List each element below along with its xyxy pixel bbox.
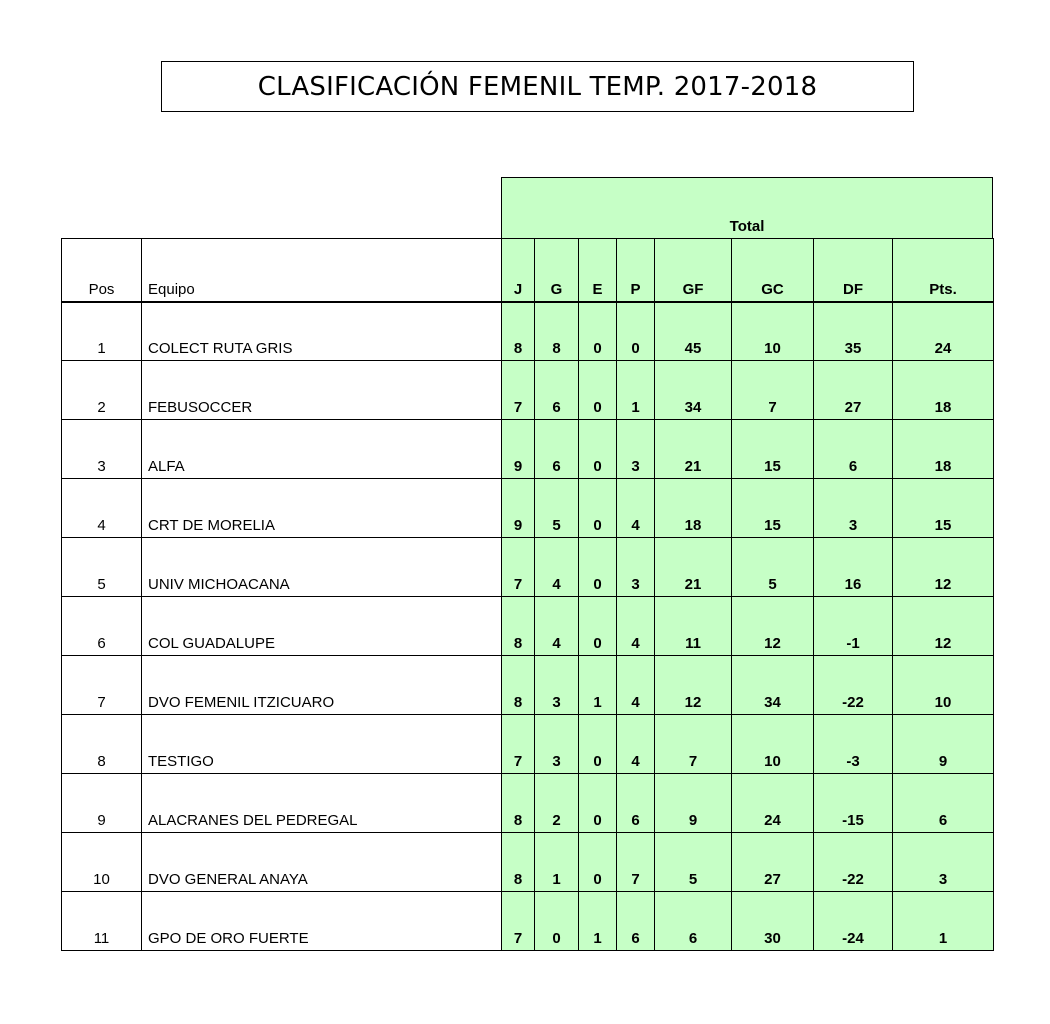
cell-e: 1	[579, 892, 617, 951]
header-team: Equipo	[142, 239, 502, 302]
cell-gf: 11	[655, 597, 732, 656]
cell-j: 8	[502, 774, 535, 833]
cell-pts: 18	[893, 420, 994, 479]
cell-e: 0	[579, 361, 617, 420]
header-row	[62, 239, 994, 302]
cell-pos: 4	[62, 479, 142, 538]
cell-gc: 7	[732, 361, 814, 420]
cell-df: 35	[814, 302, 893, 361]
table-row	[62, 538, 994, 597]
cell-team: ALFA	[142, 420, 502, 479]
cell-e: 0	[579, 774, 617, 833]
cell-pts: 24	[893, 302, 994, 361]
cell-team: GPO DE ORO FUERTE	[142, 892, 502, 951]
table-row	[62, 833, 994, 892]
cell-pos: 7	[62, 656, 142, 715]
cell-p: 4	[617, 656, 655, 715]
cell-e: 0	[579, 715, 617, 774]
cell-j: 8	[502, 833, 535, 892]
cell-pts: 12	[893, 538, 994, 597]
header-j: J	[502, 239, 535, 302]
cell-pos: 11	[62, 892, 142, 951]
cell-p: 6	[617, 774, 655, 833]
cell-pos: 6	[62, 597, 142, 656]
cell-p: 3	[617, 538, 655, 597]
cell-p: 4	[617, 715, 655, 774]
cell-gc: 24	[732, 774, 814, 833]
cell-gc: 34	[732, 656, 814, 715]
cell-gf: 18	[655, 479, 732, 538]
cell-team: DVO GENERAL ANAYA	[142, 833, 502, 892]
header-pts: Pts.	[893, 239, 994, 302]
cell-pts: 10	[893, 656, 994, 715]
cell-gf: 21	[655, 538, 732, 597]
table-row	[62, 479, 994, 538]
table-row	[62, 892, 994, 951]
cell-e: 0	[579, 479, 617, 538]
cell-j: 8	[502, 597, 535, 656]
cell-pos: 3	[62, 420, 142, 479]
standings-table	[61, 238, 994, 951]
cell-pts: 9	[893, 715, 994, 774]
cell-pos: 9	[62, 774, 142, 833]
cell-gc: 5	[732, 538, 814, 597]
cell-j: 7	[502, 538, 535, 597]
cell-p: 3	[617, 420, 655, 479]
cell-team: COL GUADALUPE	[142, 597, 502, 656]
cell-team: DVO FEMENIL ITZICUARO	[142, 656, 502, 715]
cell-df: -15	[814, 774, 893, 833]
cell-e: 0	[579, 538, 617, 597]
cell-pts: 18	[893, 361, 994, 420]
cell-df: -22	[814, 833, 893, 892]
cell-j: 7	[502, 715, 535, 774]
cell-pos: 10	[62, 833, 142, 892]
header-gc: GC	[732, 239, 814, 302]
cell-gf: 7	[655, 715, 732, 774]
cell-e: 0	[579, 302, 617, 361]
cell-g: 8	[535, 302, 579, 361]
cell-g: 3	[535, 715, 579, 774]
cell-gf: 12	[655, 656, 732, 715]
cell-j: 8	[502, 656, 535, 715]
table-row	[62, 774, 994, 833]
cell-e: 0	[579, 833, 617, 892]
table-row	[62, 597, 994, 656]
cell-gc: 12	[732, 597, 814, 656]
cell-gf: 6	[655, 892, 732, 951]
cell-pos: 2	[62, 361, 142, 420]
cell-team: FEBUSOCCER	[142, 361, 502, 420]
cell-df: -3	[814, 715, 893, 774]
table-row	[62, 420, 994, 479]
cell-pts: 3	[893, 833, 994, 892]
cell-j: 9	[502, 420, 535, 479]
cell-gc: 27	[732, 833, 814, 892]
header-df: DF	[814, 239, 893, 302]
cell-gf: 9	[655, 774, 732, 833]
cell-team: UNIV MICHOACANA	[142, 538, 502, 597]
total-label: Total	[729, 218, 765, 235]
cell-df: 16	[814, 538, 893, 597]
cell-team: CRT DE MORELIA	[142, 479, 502, 538]
cell-pos: 1	[62, 302, 142, 361]
cell-pos: 8	[62, 715, 142, 774]
cell-g: 5	[535, 479, 579, 538]
cell-g: 4	[535, 538, 579, 597]
page-title: CLASIFICACIÓN FEMENIL TEMP. 2017-2018	[161, 61, 914, 112]
cell-pos: 5	[62, 538, 142, 597]
cell-g: 3	[535, 656, 579, 715]
cell-gf: 34	[655, 361, 732, 420]
cell-team: COLECT RUTA GRIS	[142, 302, 502, 361]
header-e: E	[579, 239, 617, 302]
cell-j: 7	[502, 892, 535, 951]
table-row	[62, 302, 994, 361]
cell-df: -1	[814, 597, 893, 656]
cell-gc: 10	[732, 715, 814, 774]
cell-gf: 45	[655, 302, 732, 361]
cell-g: 0	[535, 892, 579, 951]
cell-pts: 6	[893, 774, 994, 833]
cell-gc: 10	[732, 302, 814, 361]
header-gf: GF	[655, 239, 732, 302]
cell-team: ALACRANES DEL PEDREGAL	[142, 774, 502, 833]
table-row	[62, 715, 994, 774]
cell-g: 4	[535, 597, 579, 656]
cell-team: TESTIGO	[142, 715, 502, 774]
table-row	[62, 656, 994, 715]
cell-df: -22	[814, 656, 893, 715]
header-p: P	[617, 239, 655, 302]
header-g: G	[535, 239, 579, 302]
total-group-header	[501, 177, 993, 239]
cell-g: 2	[535, 774, 579, 833]
cell-p: 7	[617, 833, 655, 892]
cell-p: 4	[617, 597, 655, 656]
cell-p: 0	[617, 302, 655, 361]
cell-pts: 15	[893, 479, 994, 538]
cell-pts: 12	[893, 597, 994, 656]
cell-j: 9	[502, 479, 535, 538]
header-pos: Pos	[62, 239, 142, 302]
cell-gc: 15	[732, 420, 814, 479]
cell-gc: 15	[732, 479, 814, 538]
cell-g: 6	[535, 420, 579, 479]
cell-df: 6	[814, 420, 893, 479]
cell-df: -24	[814, 892, 893, 951]
cell-p: 6	[617, 892, 655, 951]
cell-p: 4	[617, 479, 655, 538]
cell-j: 7	[502, 361, 535, 420]
cell-j: 8	[502, 302, 535, 361]
cell-p: 1	[617, 361, 655, 420]
cell-e: 0	[579, 597, 617, 656]
cell-g: 6	[535, 361, 579, 420]
table-row	[62, 361, 994, 420]
cell-gf: 21	[655, 420, 732, 479]
cell-e: 0	[579, 420, 617, 479]
cell-df: 27	[814, 361, 893, 420]
cell-gf: 5	[655, 833, 732, 892]
cell-gc: 30	[732, 892, 814, 951]
cell-df: 3	[814, 479, 893, 538]
cell-pts: 1	[893, 892, 994, 951]
cell-e: 1	[579, 656, 617, 715]
cell-g: 1	[535, 833, 579, 892]
